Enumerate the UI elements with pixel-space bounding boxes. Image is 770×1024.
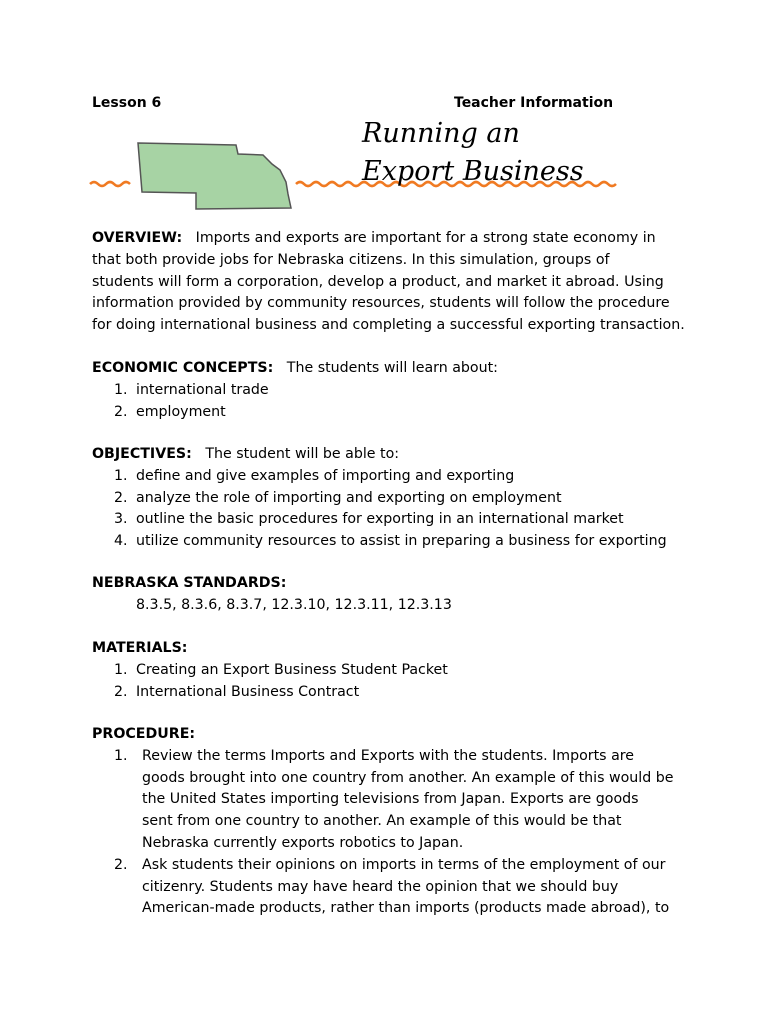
title-line-1: Running an (362, 118, 520, 149)
overview-line: for doing international business and completing a successful exporting transaction. (92, 317, 685, 334)
list-item: 2. employment (114, 403, 226, 420)
objectives-section (92, 444, 752, 553)
objectives-label: OBJECTIVES: (92, 446, 192, 462)
overview-line: information provided by community resources, students will follow the procedure (92, 295, 670, 312)
list-item: 4. utilize community resources to assist in preparing a business for exporting (114, 533, 667, 550)
list-item: 2. analyze the role of importing and exporting on employment (114, 489, 562, 506)
title-line-2: Export Business (362, 156, 584, 187)
overview-line: that both provide jobs for Nebraska citizens. In this simulation, groups of (92, 251, 610, 268)
overview-label: OVERVIEW: (92, 230, 183, 246)
procedure-step: 2. Ask students their opinions on imports in terms of the employment of our citizenry. Students may have heard the opinion that we should buy American-made products, rather than imports (products made abroad), to (114, 856, 670, 917)
nebraska-map-icon (138, 143, 291, 209)
list-item: 1. Creating an Export Business Student Packet (114, 661, 448, 678)
list-item: 2. International Business Contract (114, 683, 360, 700)
list-item: 1. define and give examples of importing and exporting (114, 467, 515, 484)
lesson-number: Lesson 6 (92, 95, 162, 111)
list-item: 1. international trade (114, 381, 269, 398)
document-title (362, 115, 584, 191)
wave-line-left (90, 182, 130, 186)
overview-line: students will form a corporation, develop a product, and market it abroad. Using (92, 273, 664, 290)
procedure-section (92, 724, 752, 920)
standards-value: 8.3.5, 8.3.6, 8.3.7, 12.3.10, 12.3.11, 12.3.13 (136, 596, 452, 613)
economic-concepts-intro: The students will learn about: (286, 360, 498, 376)
economic-concepts-label: ECONOMIC CONCEPTS: (92, 360, 274, 376)
overview-section (92, 228, 732, 337)
list-item: 3. outline the basic procedures for exporting in an international market (114, 511, 624, 528)
objectives-intro: The student will be able to: (205, 446, 400, 462)
standards-label: NEBRASKA STANDARDS: (92, 575, 287, 591)
procedure-step: 1. Review the terms Imports and Exports with the students. Imports are goods brought into one country from another. An example of this would be the United States importing televisions from Japan. Exports are goods sent from one country to another. An example of this would be that Nebraska currently exports robotics to Japan. (114, 747, 674, 851)
materials-label: MATERIALS: (92, 640, 188, 656)
overview-line: Imports and exports are important for a strong state economy in (195, 230, 656, 246)
economic-concepts-section (92, 358, 732, 423)
materials-section (92, 638, 732, 703)
procedure-label: PROCEDURE: (92, 726, 196, 742)
teacher-information-label: Teacher Information (454, 95, 614, 111)
standards-section (92, 573, 732, 617)
